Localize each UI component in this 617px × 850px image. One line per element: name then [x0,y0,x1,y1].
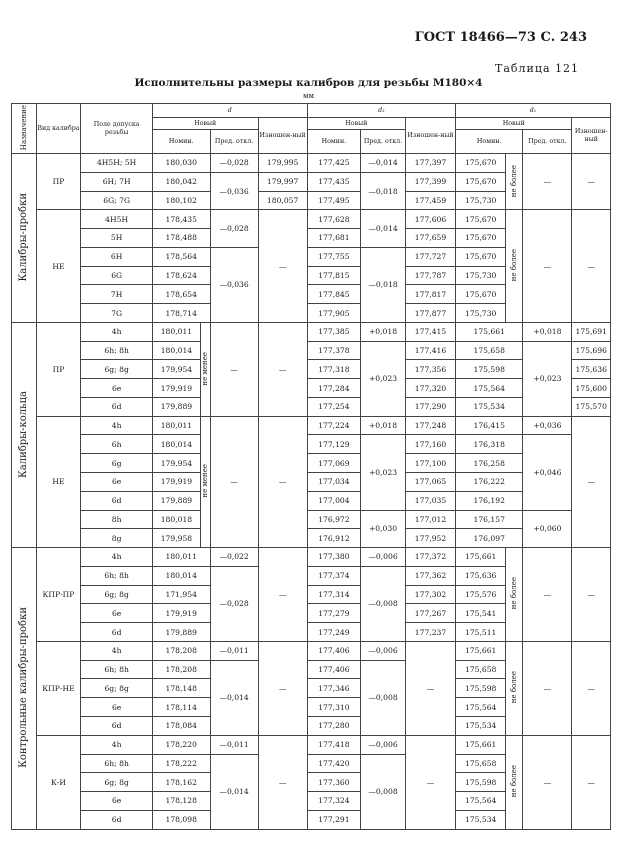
d-cell: 178,714 [152,304,210,323]
d2-lim-cell: —0,018 [361,247,406,322]
table-title: Исполнительны размеры калибров для резьбы М180×4 [134,77,483,89]
tol-cell: 4h [81,322,153,341]
d-cell: 178,128 [152,792,210,811]
d-lim-cell: —0,028 [210,566,258,641]
d2-cell: 176,972 [307,510,360,529]
d-cell: 180,011 [152,322,200,341]
d2-cell: 177,815 [307,266,360,285]
d1-cell: 175,541 [456,604,506,623]
d2-worn-cell: 177,065 [405,473,455,492]
d2-lim-cell: —0,014 [361,210,406,248]
d1-cell: 175,670 [456,210,506,229]
d-cell: 178,564 [152,247,210,266]
d2-cell: 177,418 [307,735,360,754]
d2-lim-cell: —0,006 [361,548,406,567]
d1-cell: 175,661 [456,641,506,660]
d1-new-header: Новый [456,118,572,130]
d2-worn-cell: 177,952 [405,529,455,548]
tol-cell: 6d [81,810,153,829]
tol-cell: 6h; 8h [81,754,153,773]
d-cell: 180,011 [152,416,200,435]
d-worn-dash: — [258,210,307,323]
d2-lim-cell: —0,008 [361,660,406,735]
d1-cell: 176,097 [456,529,523,548]
not-more-note: не более [510,164,519,197]
d-cell: 179,919 [152,604,210,623]
d2-worn-cell: 177,012 [405,510,455,529]
d1-cell: 176,222 [456,473,523,492]
tol-cell: 6g; 8g [81,679,153,698]
d-cell: 178,208 [152,641,210,660]
d1-cell: 175,598 [456,360,523,379]
d-worn-cell: 179,995 [258,154,307,173]
tol-cell: 6d [81,397,153,416]
not-more-note: не более [510,248,519,282]
d2-worn-header: Изношен-ный [405,118,455,154]
d2-worn-cell: 177,397 [405,154,455,173]
d1-lim-dash: — [523,735,572,829]
d2-lim-cell: —0,018 [361,172,406,210]
d-cell: 178,208 [152,660,210,679]
d2-cell: 177,129 [307,435,360,454]
d-cell: 180,014 [152,341,200,360]
d1-cell: 176,415 [456,416,523,435]
d-cell: 180,018 [152,510,200,529]
tolerance-header: Поле допуска резьбы [81,104,153,154]
group-rings-label: Калибры-кольца [18,390,30,478]
d1-nominal-header: Номин. [456,130,523,154]
calibre-size-table [11,103,611,830]
d2-cell: 177,291 [307,810,360,829]
d2-cell: 177,346 [307,679,360,698]
d2-cell: 177,314 [307,585,360,604]
tol-cell: 8g [81,529,153,548]
d1-worn-cell: 175,696 [572,341,611,360]
tol-cell: 6g; 8g [81,585,153,604]
d-cell: 179,919 [152,379,200,398]
d1-cell: 175,670 [456,172,506,191]
d2-cell: 177,425 [307,154,360,173]
d-cell: 178,148 [152,679,210,698]
d-new-header: Новый [152,118,258,130]
d2-worn-cell: 177,356 [405,360,455,379]
d2-cell: 177,360 [307,773,360,792]
d-worn-dash: — [258,322,307,416]
d2-cell: 177,284 [307,379,360,398]
d-lim-dash: — [210,322,258,416]
d-nominal-header: Номин. [152,130,210,154]
kind-cell: НЕ [36,210,81,323]
d2-worn-cell: 177,267 [405,604,455,623]
d1-cell: 175,670 [456,247,506,266]
d-worn-cell: 180,057 [258,191,307,210]
d1-cell: 175,661 [456,548,506,567]
d-cell: 178,222 [152,754,210,773]
d2-worn-cell: 177,416 [405,341,455,360]
d2-worn-cell: 177,160 [405,435,455,454]
d1-worn-dash: — [572,154,611,210]
tol-cell: 6d [81,716,153,735]
d-lim-cell: —0,022 [210,548,258,567]
d2-worn-cell: 177,727 [405,247,455,266]
group-control-label: Контрольные калибры-пробки [18,607,30,768]
d-cell: 179,958 [152,529,200,548]
d-cell: 178,654 [152,285,210,304]
d1-worn-cell: 175,691 [572,322,611,341]
d2-worn-cell: 177,659 [405,229,455,248]
d2-cell: 177,324 [307,792,360,811]
d1-cell: 175,730 [456,191,506,210]
d1-lim-cell: +0,046 [523,435,572,510]
tol-cell: 6e [81,792,153,811]
d1-cell: 175,636 [456,566,506,585]
tol-cell: 4H5H; 5H [81,154,153,173]
d2-cell: 177,755 [307,247,360,266]
d2-worn-cell: 177,248 [405,416,455,435]
d2-worn-cell: 177,237 [405,623,455,642]
d-cell: 179,919 [152,473,200,492]
d2-lim-cell: —0,006 [361,735,406,754]
d-lim-cell: —0,036 [210,172,258,210]
d-cell: 180,030 [152,154,210,173]
d2-worn-cell: 177,399 [405,172,455,191]
d-lim-cell: —0,028 [210,210,258,248]
tol-cell: 6G [81,266,153,285]
d1-cell: 175,511 [456,623,506,642]
d2-worn-cell: 177,362 [405,566,455,585]
tol-cell: 4h [81,416,153,435]
d2-nominal-header: Номин. [307,130,360,154]
d1-lim-dash: — [523,641,572,735]
d2-worn-cell: 177,302 [405,585,455,604]
d2-worn-cell: 177,100 [405,454,455,473]
d-cell: 179,889 [152,397,200,416]
d2-cell: 177,406 [307,660,360,679]
d-cell: 180,014 [152,566,210,585]
d2-cell: 177,681 [307,229,360,248]
d1-worn-dash: — [572,416,611,547]
d1-cell: 175,534 [456,397,523,416]
tol-cell: 6h; 8h [81,660,153,679]
d2-lim-cell: —0,014 [361,154,406,173]
d-lim-cell: —0,011 [210,641,258,660]
d1-lim-dash: — [523,210,572,323]
d-cell: 179,954 [152,454,200,473]
d-worn-dash: — [258,735,307,829]
d1-worn-dash: — [572,210,611,323]
d2-new-header: Новый [307,118,405,130]
d1-cell: 175,661 [456,735,506,754]
d1-cell: 175,658 [456,754,506,773]
d1-cell: 175,598 [456,679,506,698]
tol-cell: 6d [81,623,153,642]
d2-worn-cell: 177,415 [405,322,455,341]
d2-worn-cell: 177,877 [405,304,455,323]
kind-cell: ПР [36,322,81,416]
d2-worn-dash: — [405,641,455,735]
tol-cell: 4h [81,735,153,754]
d-cell: 171,954 [152,585,210,604]
d2-cell: 177,318 [307,360,360,379]
d-cell: 178,162 [152,773,210,792]
kind-cell: К-И [36,735,81,829]
tol-cell: 6e [81,604,153,623]
d2-lim-cell: —0,008 [361,566,406,641]
d-limit-header: Пред. откл. [210,130,258,154]
d-cell: 180,014 [152,435,200,454]
d1-limit-header: Пред. откл. [523,130,572,154]
tol-cell: 4h [81,548,153,567]
d2-lim-cell: +0,030 [361,510,406,548]
d1-lim-cell: +0,018 [523,322,572,341]
d2-worn-cell: 177,817 [405,285,455,304]
d1-worn-cell: 175,636 [572,360,611,379]
d-lim-cell: —0,036 [210,247,258,322]
d-lim-cell: —0,014 [210,754,258,830]
d-cell: 178,098 [152,810,210,829]
kind-header: Вид калибра [36,104,81,154]
kind-cell: ПР [36,154,81,210]
d2-cell: 177,249 [307,623,360,642]
d1-cell: 175,730 [456,266,506,285]
d1-cell: 176,157 [456,510,523,529]
d2-lim-cell: +0,023 [361,435,406,510]
d-worn-dash: — [258,641,307,735]
d2-cell: 177,069 [307,454,360,473]
d-cell: 180,011 [152,548,210,567]
tol-cell: 6g; 8g [81,773,153,792]
group-plugs-label: Калибры-пробки [18,192,30,282]
kind-cell: КПР-НЕ [36,641,81,735]
tol-cell: 6g; 8g [81,360,153,379]
d2-cell: 176,912 [307,529,360,548]
d1-cell: 175,564 [456,792,506,811]
d1-worn-dash: — [572,641,611,735]
d1-cell: 175,564 [456,379,523,398]
d2-cell: 177,378 [307,341,360,360]
d-worn-dash: — [258,548,307,642]
d2-lim-cell: +0,018 [361,322,406,341]
d1-cell: 176,192 [456,491,523,510]
d-worn-header: Изношен-ный [258,118,307,154]
d2-cell: 177,280 [307,716,360,735]
table-label: Таблица 121 [495,62,579,75]
d2-cell: 177,628 [307,210,360,229]
d1-lim-dash: — [523,154,572,210]
purpose-header: Назначение [19,104,28,150]
d-cell: 180,102 [152,191,210,210]
d1-lim-cell: +0,023 [523,341,572,416]
d1-worn-cell: 175,570 [572,397,611,416]
d1-cell: 175,670 [456,229,506,248]
d-cell: 178,435 [152,210,210,229]
unit-label: мм [303,92,314,100]
d1-worn-dash: — [572,548,611,642]
d-lim-cell: —0,028 [210,154,258,173]
kind-cell: НЕ [36,416,81,547]
d1-cell: 175,661 [456,322,523,341]
d1-cell: 175,730 [456,304,506,323]
not-less-note: не менее [201,464,210,498]
d1-worn-dash: — [572,735,611,829]
d2-cell: 177,034 [307,473,360,492]
tol-cell: 6e [81,379,153,398]
d2-cell: 177,905 [307,304,360,323]
d2-cell: 177,845 [307,285,360,304]
d2-cell: 177,435 [307,172,360,191]
d2-worn-dash: — [405,735,455,829]
tol-cell: 6h [81,435,153,454]
d1-cell: 175,534 [456,716,506,735]
d1-worn-header: Изношен-ный [572,118,611,154]
d1-lim-cell: +0,036 [523,416,572,435]
tol-cell: 6h; 8h [81,341,153,360]
tol-cell: 6e [81,698,153,717]
d2-cell: 177,406 [307,641,360,660]
tol-cell: 6G; 7G [81,191,153,210]
tol-cell: 6g [81,454,153,473]
d2-cell: 177,279 [307,604,360,623]
d2-worn-cell: 177,459 [405,191,455,210]
d2-worn-cell: 177,290 [405,397,455,416]
d2-worn-cell: 177,372 [405,548,455,567]
d1-cell: 175,670 [456,154,506,173]
d1-cell: 176,318 [456,435,523,454]
d2-cell: 177,385 [307,322,360,341]
d1-cell: 175,658 [456,341,523,360]
d1-lim-cell: +0,060 [523,510,572,548]
not-more-note: не более [510,577,519,610]
tol-cell: 6H; 7H [81,172,153,191]
tol-cell: 6H [81,247,153,266]
d-cell: 179,889 [152,623,210,642]
tol-cell: 8h [81,510,153,529]
d2-cell: 177,420 [307,754,360,773]
d-cell: 179,954 [152,360,200,379]
tol-cell: 7G [81,304,153,323]
not-more-note: не более [510,671,519,704]
tol-cell: 6d [81,491,153,510]
kind-cell: КПР-ПР [36,548,81,642]
d1-cell: 175,670 [456,285,506,304]
d-lim-dash: — [210,416,258,547]
d2-cell: 177,495 [307,191,360,210]
d1-cell: 175,534 [456,810,506,829]
tol-cell: 7H [81,285,153,304]
d-cell: 178,220 [152,735,210,754]
d2-lim-cell: +0,018 [361,416,406,435]
d2-limit-header: Пред. откл. [361,130,406,154]
document-code: ГОСТ 18466—73 С. 243 [414,30,587,45]
tol-cell: 6h; 8h [81,566,153,585]
d2-lim-cell: +0,023 [361,341,406,416]
d2-cell: 177,254 [307,397,360,416]
d1-cell: 175,564 [456,698,506,717]
d1-lim-dash: — [523,548,572,642]
d-worn-cell: 179,997 [258,172,307,191]
d2-cell: 177,004 [307,491,360,510]
d-cell: 178,084 [152,716,210,735]
d-cell: 178,114 [152,698,210,717]
d-cell: 178,624 [152,266,210,285]
d1-cell: 176,258 [456,454,523,473]
d-cell: 180,042 [152,172,210,191]
d2-header: d₂ [307,104,455,118]
d-header: d [152,104,307,118]
d2-lim-cell: —0,008 [361,754,406,830]
d-cell: 179,889 [152,491,200,510]
d2-cell: 177,310 [307,698,360,717]
tol-cell: 5H [81,229,153,248]
d1-cell: 175,576 [456,585,506,604]
d2-worn-cell: 177,606 [405,210,455,229]
d2-worn-cell: 177,320 [405,379,455,398]
d1-cell: 175,598 [456,773,506,792]
d2-lim-cell: —0,006 [361,641,406,660]
d1-worn-cell: 175,600 [572,379,611,398]
not-more-note: не более [510,765,519,798]
d-lim-cell: —0,011 [210,735,258,754]
d1-header: d₁ [456,104,611,118]
d2-cell: 177,380 [307,548,360,567]
not-less-note: не менее [201,351,210,386]
tol-cell: 4h [81,641,153,660]
d2-cell: 177,224 [307,416,360,435]
d-lim-cell: —0,014 [210,660,258,735]
tol-cell: 6e [81,473,153,492]
d-cell: 178,488 [152,229,210,248]
d-worn-dash: — [258,416,307,547]
d1-cell: 175,658 [456,660,506,679]
d2-cell: 177,374 [307,566,360,585]
d2-worn-cell: 177,035 [405,491,455,510]
tol-cell: 4H5H [81,210,153,229]
d2-worn-cell: 177,787 [405,266,455,285]
